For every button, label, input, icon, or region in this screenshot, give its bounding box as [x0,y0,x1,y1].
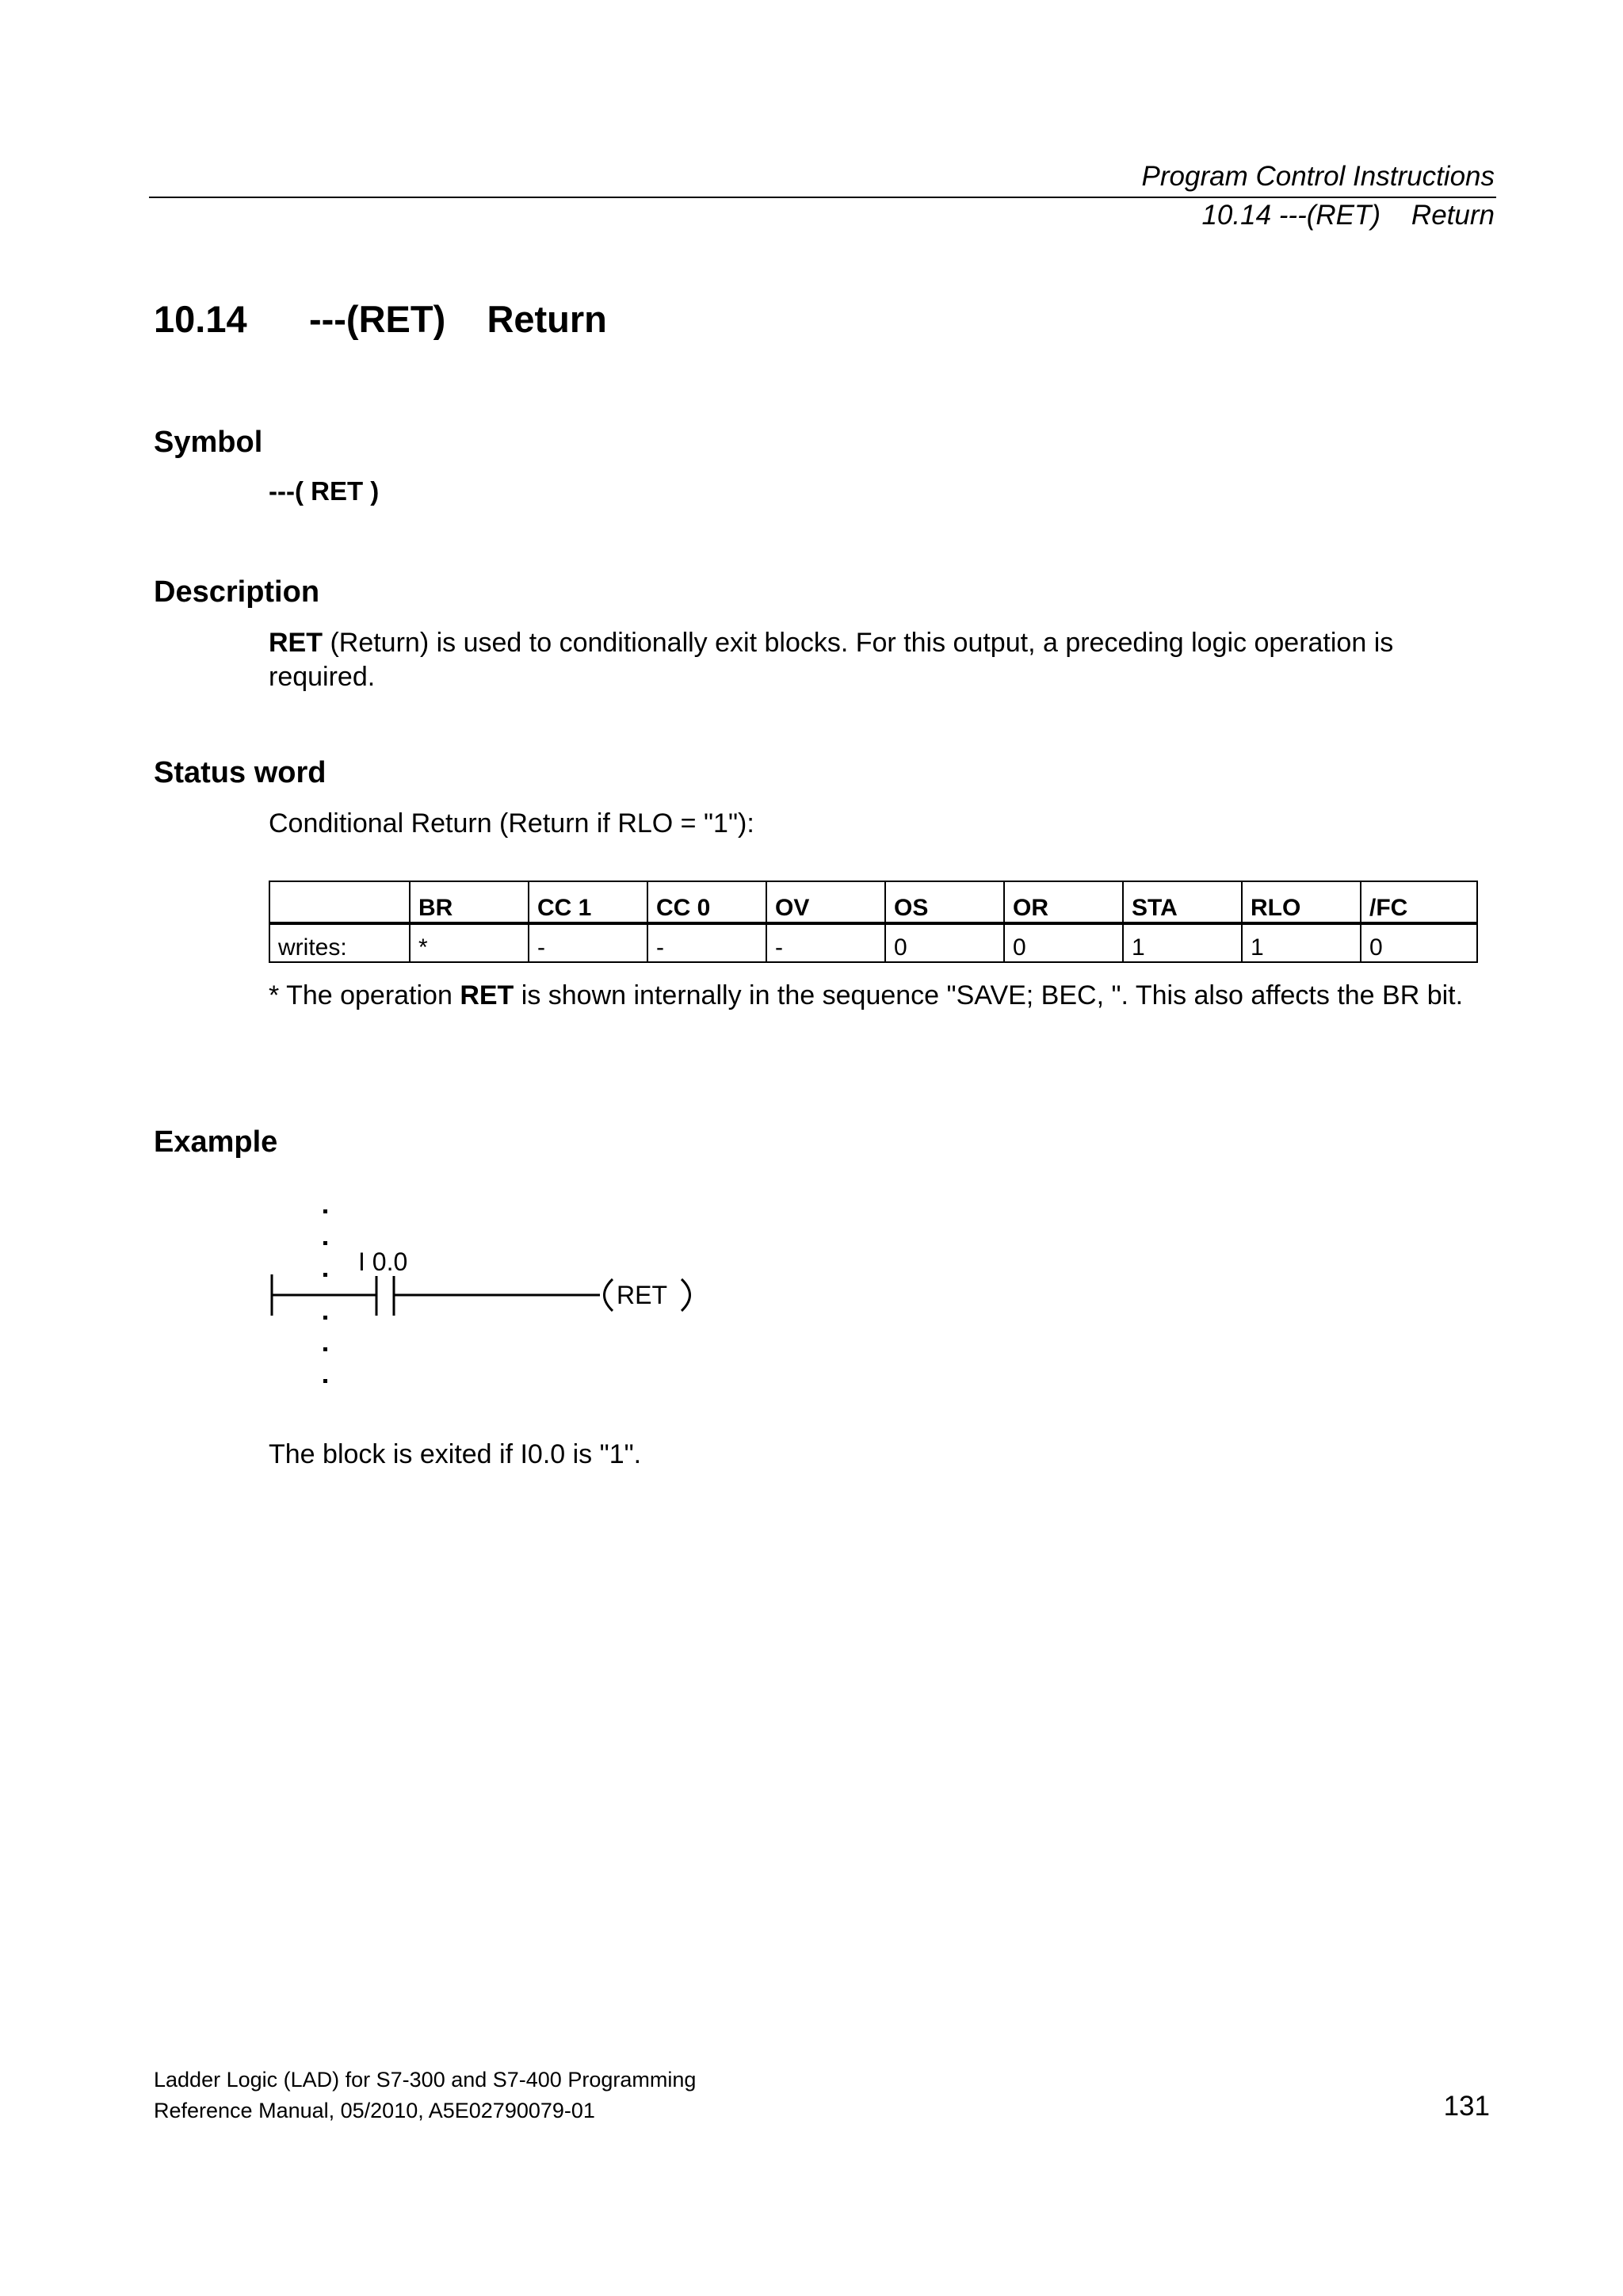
table-header-cell: STA [1123,881,1242,923]
symbol-text: ---( RET ) [269,476,380,506]
status-word-table [269,881,1478,963]
description-text: (Return) is used to conditionally exit blocks. For this output, a preceding logic operation is required. [269,628,1394,692]
example-caption: The block is exited if I0.0 is "1". [269,1439,642,1469]
section-title: 10.14 ---(RET) Return [154,298,607,340]
table-row [269,923,1477,962]
table-cell: 0 [1361,923,1477,962]
contact-label: I 0.0 [358,1247,408,1276]
table-cell: 1 [1242,923,1361,962]
footer-manual-edition: Reference Manual, 05/2010, A5E02790079-01 [154,2099,595,2122]
table-header-cell: CC 0 [647,881,766,923]
table-header-cell: OV [766,881,885,923]
note-term: RET [460,980,514,1010]
running-header-section: 10.14 ---(RET) Return [1201,200,1495,231]
status-word-note [269,979,1463,1013]
table-header-cell: BR [410,881,529,923]
ladder-diagram [238,1189,729,1411]
table-cell: writes: [269,923,410,962]
description-heading: Description [154,575,320,609]
note-suffix: is shown internally in the sequence "SAVE; BEC, ". This also affects the BR bit. [514,980,1464,1010]
table-header-cell: OS [885,881,1004,923]
symbol-heading: Symbol [154,426,263,459]
header-rule [149,197,1496,198]
table-header-cell: OR [1004,881,1123,923]
table-cell: 0 [885,923,1004,962]
table-cell: - [529,923,647,962]
coil-label: RET [617,1281,667,1309]
note-prefix: * The operation [269,980,460,1010]
table-header-cell [269,881,410,923]
page-number: 131 [1443,2091,1490,2122]
example-heading: Example [154,1125,278,1159]
description-paragraph [269,626,1418,694]
table-cell: - [647,923,766,962]
normally-open-contact [376,1276,394,1316]
table-cell: 0 [1004,923,1123,962]
table-cell: 1 [1123,923,1242,962]
status-word-heading: Status word [154,756,327,789]
running-header-chapter: Program Control Instructions [1141,161,1495,192]
description-term: RET [269,628,323,658]
table-cell: - [766,923,885,962]
footer-manual-title: Ladder Logic (LAD) for S7-300 and S7-400 Programming [154,2068,697,2092]
table-cell: * [410,923,529,962]
table-header-cell: CC 1 [529,881,647,923]
table-header-cell: RLO [1242,881,1361,923]
table-header-cell: /FC [1361,881,1477,923]
table-header-row [269,881,1477,923]
status-word-intro: Conditional Return (Return if RLO = "1"): [269,808,754,839]
